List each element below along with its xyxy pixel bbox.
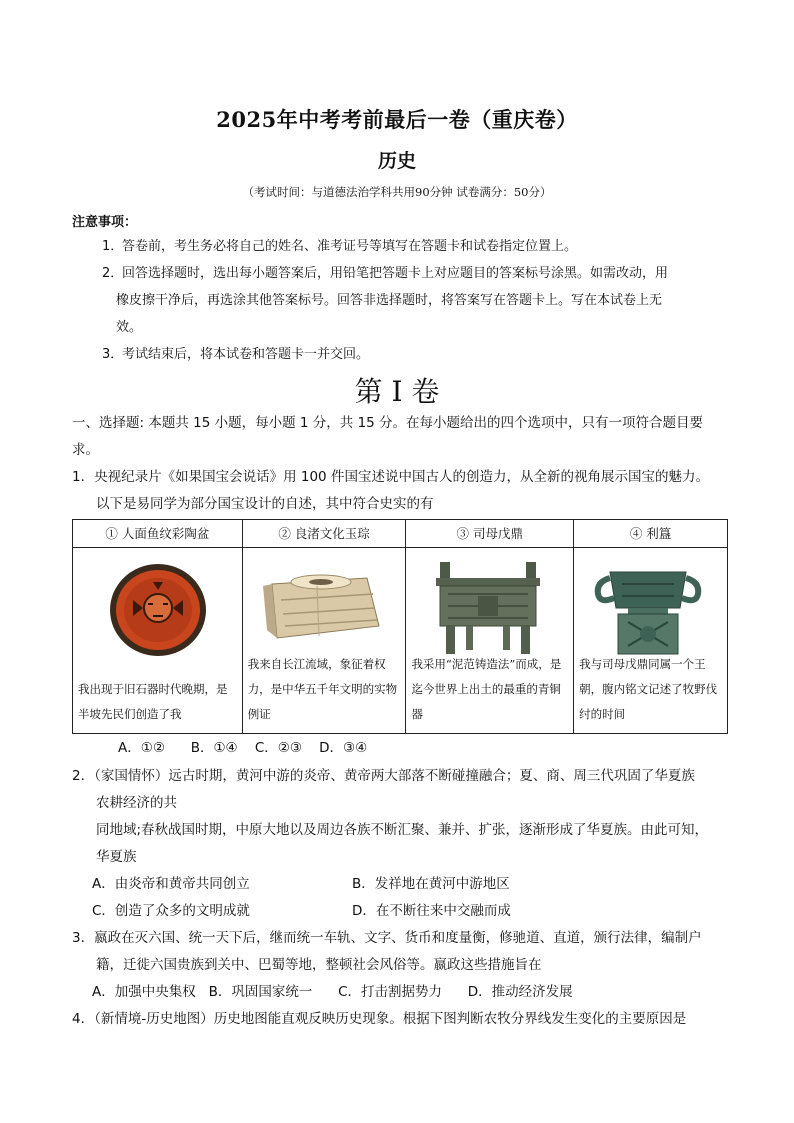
- li-gui-image: [588, 558, 708, 658]
- artifact-header-4: ④ 利簋: [574, 520, 728, 548]
- artifact-header-3: ③ 司母戊鼎: [406, 520, 574, 548]
- artifact-caption-2: 我来自长江流域，象征着权力，是中华五千年文明的实物例证: [247, 657, 398, 721]
- jade-cong-image: [257, 556, 387, 654]
- notice-num: 2．: [102, 266, 124, 281]
- q2-option-a: A．由炎帝和黄帝共同创立: [92, 876, 250, 892]
- notice-text-cont: 效。: [116, 320, 143, 335]
- notice-text: 答卷前，考生务必将自己的姓名、准考证号等填写在答题卡和试卷指定位置上。: [122, 239, 578, 254]
- artifact-cell-2: [243, 548, 406, 733]
- q3-options: A．加强中央集权 B．巩固国家统一 C．打击割据势力 D．推动经济发展: [92, 984, 573, 1000]
- exam-info: （考试时间：与道德法治学科共用90分钟 试卷满分：50分）: [242, 185, 552, 199]
- notice-num: 1．: [102, 239, 124, 254]
- notice-num: 3．: [102, 347, 124, 362]
- q2-option-d: D．在不断往来中交融而成: [352, 903, 511, 919]
- q2-option-c: C．创造了众多的文明成就: [92, 903, 250, 919]
- q4-stem: 4．（新情境-历史地图）历史地图能直观反映历史现象。根据下图判断农牧分界线发生变化的主要原因是: [72, 1011, 687, 1027]
- notice-item-2: [102, 260, 732, 341]
- notice-text: 考试结束后，将本试卷和答题卡一并交回。: [122, 347, 370, 362]
- artifact-table: [72, 519, 728, 734]
- simuwu-ding-image: [418, 558, 558, 658]
- q2-stem-cont: 农耕经济的共: [96, 795, 177, 811]
- q3-stem: 3．嬴政在灭六国、统一天下后，继而统一车轨、文字、货币和度量衡，修驰道、直道，颁行法律，编制户: [72, 930, 702, 946]
- paper-title: 2025年中考考前最后一卷（重庆卷）: [216, 107, 578, 132]
- notice-text: 回答选择题时，选出每小题答案后，用铅笔把答题卡上对应题目的答案标号涂黑。如需改动，用: [122, 266, 669, 281]
- artifact-caption-3: 我采用“泥范铸造法”而成，是迄今世界上出土的最重的青铜器: [411, 657, 562, 721]
- section-instruction-cont: 求。: [72, 442, 99, 458]
- notice-item-3: [102, 341, 732, 368]
- q1-options: A．①② B．①④ C．②③ D．③④: [118, 740, 368, 756]
- q2-stem-cont3: 华夏族: [96, 849, 137, 865]
- notice-text-cont: 橡皮擦干净后，再选涂其他答案标号。回答非选择题时，将答案写在答题卡上。写在本试卷上无: [116, 293, 663, 308]
- q3-stem-cont: 籍，迁徙六国贵族到关中、巴蜀等地，整顿社会风俗等。嬴政这些措施旨在: [96, 957, 542, 973]
- subject-title: 历史: [377, 150, 416, 172]
- artifact-cell-1: [73, 548, 242, 733]
- artifact-caption-1: 我出现于旧石器时代晚期，是半坡先民们创造了我: [78, 682, 228, 721]
- q2-stem-cont2: 同地域;春秋战国时期，中原大地以及周边各族不断汇聚、兼并、扩张，逐渐形成了华夏族。由此可知，: [96, 822, 709, 838]
- artifact-header-1: ① 人面鱼纹彩陶盆: [73, 520, 243, 548]
- part-title: 第 I 卷: [354, 375, 440, 408]
- artifact-caption-4: 我与司母戊鼎同属一个王朝，腹内铭文记述了牧野伐纣的时间: [579, 657, 718, 721]
- notice-heading: 注意事项：: [72, 215, 138, 230]
- artifact-cell-4: [574, 548, 727, 733]
- q1-stem: 1．央视纪录片《如果国宝会说话》用 100 件国宝述说中国古人的创造力，从全新的视角展示国宝的魅力。: [72, 469, 709, 485]
- q2-option-b: B．发祥地在黄河中游地区: [352, 876, 510, 892]
- q2-stem: 2．（家国情怀）远古时期，黄河中游的炎帝、黄帝两大部落不断碰撞融合；夏、商、周三代巩固了华夏族: [72, 768, 695, 784]
- artifact-cell-3: [406, 548, 573, 733]
- painted-pottery-basin-image: [103, 560, 213, 660]
- artifact-header-2: ② 良渚文化玉琮: [242, 520, 406, 548]
- section-instruction: 一、选择题: 本题共 15 小题，每小题 1 分，共 15 分。在每小题给出的四个选项中，只有一项符合题目要: [72, 415, 704, 431]
- q1-stem-cont: 以下是易同学为部分国宝设计的自述，其中符合史实的有: [96, 496, 434, 512]
- notice-item-1: [102, 233, 732, 260]
